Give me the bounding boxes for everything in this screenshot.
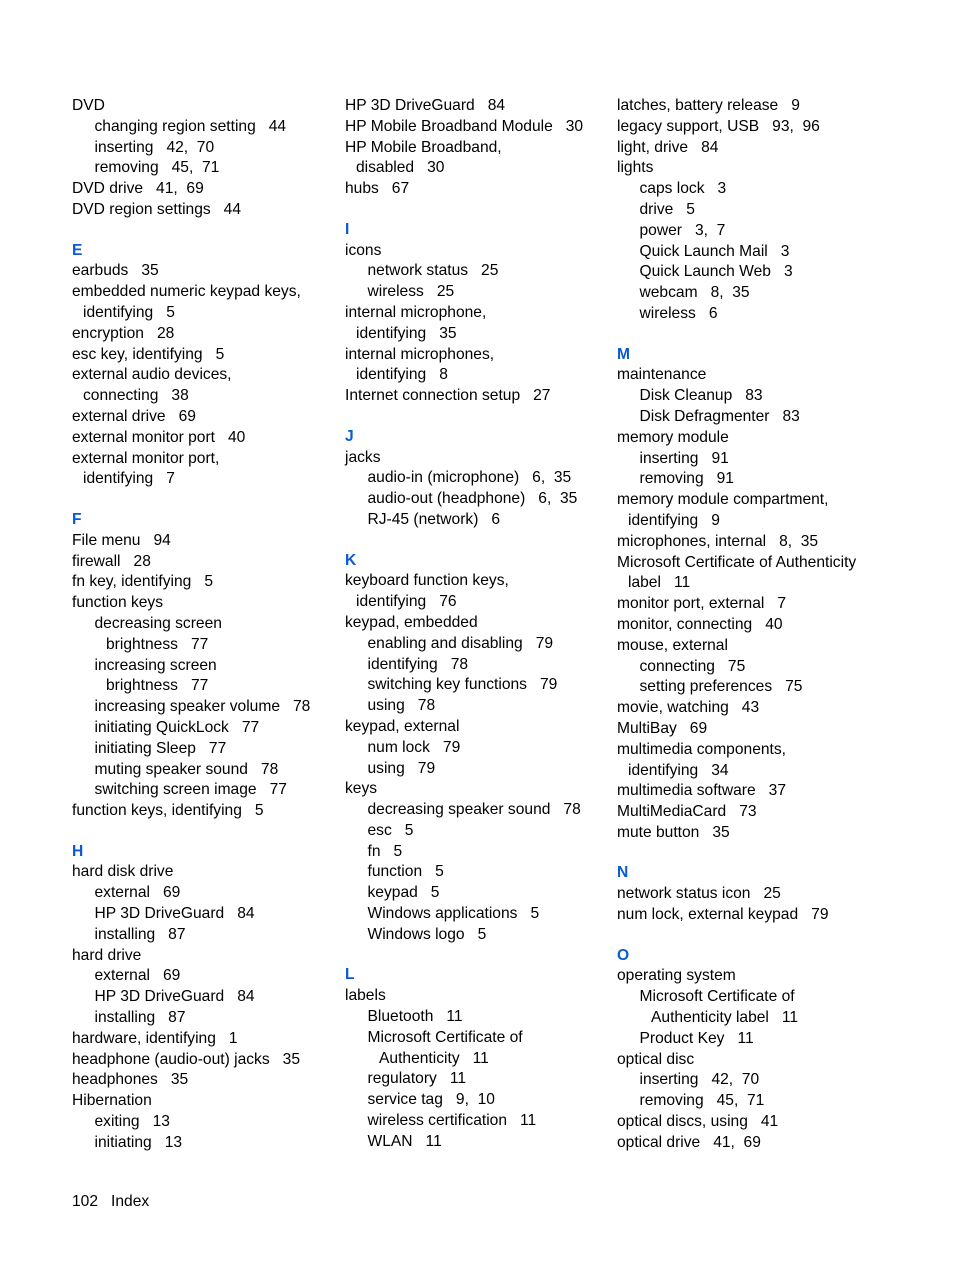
index-subentry: identifying 78 [367,655,469,673]
index-subentry: connecting 75 [639,657,746,675]
index-subentry: decreasing screen [94,614,222,632]
index-entry: movie, watching 43 [617,699,760,717]
index-entry: keypad, external [345,717,460,735]
index-entry: external audio devices, [72,366,232,384]
index-subentry: wireless certification 11 [367,1112,537,1130]
index-subentry: Windows applications 5 [367,905,540,923]
index-column-1 [72,96,334,1154]
index-entry: firewall 28 [72,552,151,570]
index-entry: maintenance [617,366,707,384]
index-subentry: audio-out (headphone) 6, 35 [367,490,578,508]
index-subentry: enabling and disabling 79 [367,634,554,652]
index-column-2 [345,96,607,1153]
index-subentry: Microsoft Certificate of [639,988,795,1006]
index-subentry: installing 87 [94,925,186,943]
index-entry: jacks [345,448,381,466]
index-entry: multimedia software 37 [617,782,787,800]
index-entry: internal microphone, [345,303,487,321]
index-subentry: using 78 [367,697,436,715]
index-entry: Microsoft Certificate of Authenticity [617,553,857,571]
index-entry: internal microphones, [345,345,495,363]
index-subentry: Windows logo 5 [367,925,487,943]
index-entry: optical drive 41, 69 [617,1133,761,1151]
index-entry: connecting 38 [83,387,189,405]
index-entry: HP Mobile Broadband, [345,138,502,156]
index-entry: HP Mobile Broadband Module 30 [345,117,584,135]
index-entry: keys [345,780,378,798]
index-entry: num lock, external keypad 79 [617,906,829,924]
index-entry: keyboard function keys, [345,572,509,590]
index-entry: optical discs, using 41 [617,1113,779,1131]
index-entry: optical disc [617,1050,695,1068]
index-subentry: initiating 13 [94,1133,183,1151]
index-letter-heading: O [617,946,630,964]
index-subentry: webcam 8, 35 [639,284,750,302]
index-subentry: Authenticity 11 [379,1049,489,1067]
index-subentry: increasing screen [94,656,217,674]
index-entry: hardware, identifying 1 [72,1029,238,1047]
index-subentry: Product Key 11 [639,1029,754,1047]
index-subentry: Bluetooth 11 [367,1008,463,1026]
index-subentry: increasing speaker volume 78 [94,698,311,716]
index-letter-heading: H [72,842,84,860]
index-subentry: setting preferences 75 [639,678,803,696]
index-subentry: muting speaker sound 78 [94,760,279,778]
index-entry: function keys [72,594,164,612]
index-subentry: Authenticity label 11 [651,1009,799,1027]
index-entry: icons [345,241,382,259]
index-entry: external monitor port 40 [72,428,246,446]
index-entry: Internet connection setup 27 [345,387,551,405]
index-letter-heading: E [72,241,83,259]
index-entry: earbuds 35 [72,262,159,280]
index-subentry: decreasing speaker sound 78 [367,801,581,819]
index-entry: identifying 9 [628,511,720,529]
index-entry: mouse, external [617,636,728,654]
index-entry: embedded numeric keypad keys, [72,283,301,301]
index-entry: monitor port, external 7 [617,595,787,613]
index-column-3 [617,96,879,1154]
index-subentry: RJ-45 (network) 6 [367,510,501,528]
index-entry: File menu 94 [72,531,171,549]
index-subentry: function 5 [367,863,444,881]
index-letter-heading: L [345,966,355,984]
index-entry: esc key, identifying 5 [72,345,225,363]
index-entry: headphones 35 [72,1071,189,1089]
index-subentry: audio-in (microphone) 6, 35 [367,469,572,487]
index-entry: identifying 35 [356,324,457,342]
index-entry: legacy support, USB 93, 96 [617,117,820,135]
index-entry: disabled 30 [356,159,445,177]
index-subentry: service tag 9, 10 [367,1091,495,1109]
index-subentry: brightness 77 [106,635,209,653]
index-subentry: inserting 42, 70 [94,138,215,156]
index-subentry: using 79 [367,759,436,777]
index-subentry: HP 3D DriveGuard 84 [94,988,255,1006]
index-entry: microphones, internal 8, 35 [617,532,819,550]
index-subentry: drive 5 [639,200,695,218]
index-entry: identifying 5 [83,303,175,321]
index-subentry: wireless 25 [367,283,455,301]
index-subentry: keypad 5 [367,884,440,902]
index-entry: external monitor port, [72,449,220,467]
index-subentry: caps lock 3 [639,180,727,198]
index-entry: operating system [617,967,736,985]
index-entry: lights [617,159,654,177]
index-subentry: removing 45, 71 [639,1092,765,1110]
index-entry: identifying 76 [356,593,457,611]
index-entry: DVD drive 41, 69 [72,180,204,198]
index-subentry: network status 25 [367,262,499,280]
index-letter-heading: N [617,864,629,882]
index-entry: keypad, embedded [345,613,478,631]
page-footer: 102 Index [72,1193,150,1210]
index-subentry: removing 91 [639,470,734,488]
index-subentry: inserting 91 [639,449,729,467]
index-subentry: exiting 13 [94,1113,170,1131]
index-subentry: wireless 6 [639,304,718,322]
index-entry: hard disk drive [72,863,174,881]
index-entry: multimedia components, [617,740,787,758]
index-entry: monitor, connecting 40 [617,615,783,633]
index-subentry: external 69 [94,884,181,902]
index-subentry: external 69 [94,967,181,985]
index-entry: network status icon 25 [617,885,781,903]
index-entry: MultiBay 69 [617,719,708,737]
index-entry: headphone (audio-out) jacks 35 [72,1050,300,1068]
index-subentry: Disk Defragmenter 83 [639,407,800,425]
index-subentry: power 3, 7 [639,221,726,239]
index-entry: function keys, identifying 5 [72,802,264,820]
index-subentry: installing 87 [94,1009,186,1027]
index-subentry: num lock 79 [367,738,461,756]
index-subentry: switching key functions 79 [367,676,558,694]
index-subentry: inserting 42, 70 [639,1071,760,1089]
index-entry: labels [345,987,386,1005]
index-letter-heading: F [72,510,82,528]
index-subentry: fn 5 [367,842,403,860]
index-subentry: initiating Sleep 77 [94,739,227,757]
index-entry: external drive 69 [72,407,196,425]
index-subentry: Disk Cleanup 83 [639,387,763,405]
index-subentry: removing 45, 71 [94,159,220,177]
index-subentry: WLAN 11 [367,1132,442,1150]
index-entry: HP 3D DriveGuard 84 [345,97,506,114]
index-letter-heading: J [345,427,354,445]
index-entry: identifying 34 [628,761,729,779]
index-subentry: esc 5 [367,821,414,839]
index-subentry: initiating QuickLock 77 [94,718,260,736]
index-subentry: switching screen image 77 [94,781,287,799]
index-letter-heading: K [345,551,357,569]
index-entry: label 11 [628,574,691,592]
index-subentry: Quick Launch Mail 3 [639,242,790,260]
index-entry: DVD region settings 44 [72,200,242,218]
index-subentry: Microsoft Certificate of [367,1028,523,1046]
index-entry: identifying 8 [356,366,448,384]
index-subentry: Quick Launch Web 3 [639,263,793,281]
index-subentry: changing region setting 44 [94,117,287,135]
index-entry: identifying 7 [83,470,175,488]
index-entry: DVD [72,97,105,114]
index-entry: latches, battery release 9 [617,97,800,114]
index-entry: fn key, identifying 5 [72,573,213,591]
index-entry: mute button 35 [617,823,730,841]
index-subentry: brightness 77 [106,677,209,695]
index-subentry: HP 3D DriveGuard 84 [94,905,255,923]
index-entry: encryption 28 [72,324,175,342]
index-subentry: regulatory 11 [367,1070,467,1088]
index-entry: light, drive 84 [617,138,719,156]
index-letter-heading: M [617,345,630,363]
index-letter-heading: I [345,220,350,238]
index-entry: Hibernation [72,1092,152,1110]
index-entry: MultiMediaCard 73 [617,803,757,821]
index-entry: memory module compartment, [617,491,829,509]
index-entry: hubs 67 [345,180,410,198]
index-entry: hard drive [72,946,142,964]
index-entry: memory module [617,428,729,446]
